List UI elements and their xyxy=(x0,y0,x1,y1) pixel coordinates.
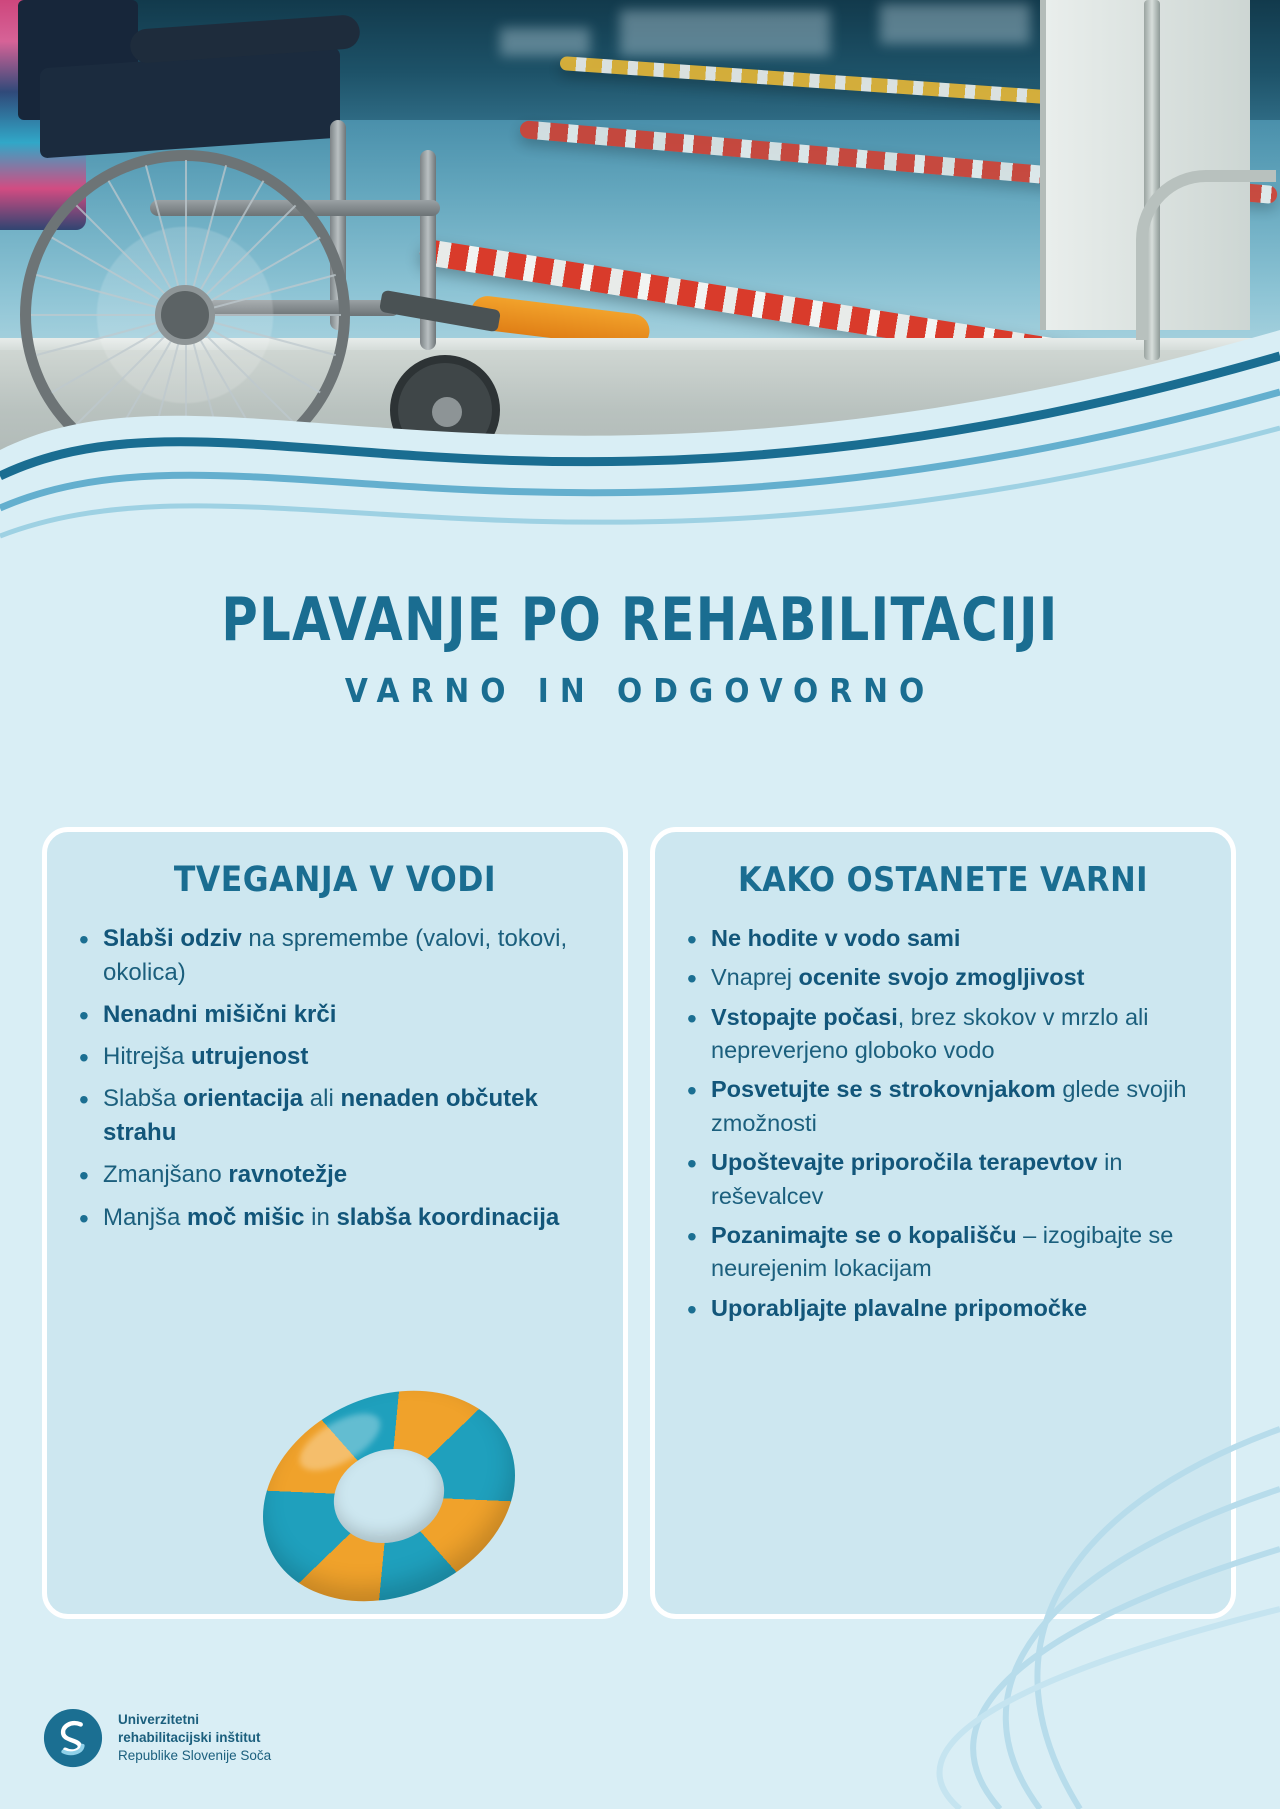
wheelchair-by-swimming-pool-photo xyxy=(0,0,1280,500)
card-safety-heading: KAKO OSTANETE VARNI xyxy=(737,860,1149,900)
wheelchair xyxy=(0,0,620,470)
page-title: PLAVANJE PO REHABILITACIJI xyxy=(221,585,1059,655)
risks-list xyxy=(73,922,597,1235)
list-item-emphasis: ocenite svojo zmogljivost xyxy=(798,964,1085,991)
list-item xyxy=(681,1292,1205,1325)
list-item-emphasis: ravnotežje xyxy=(228,1161,348,1189)
list-item-emphasis: utrujenost xyxy=(191,1043,309,1071)
list-item-text: , brez skokov v mrzlo ali nepreverjeno globoko vodo xyxy=(711,1003,1149,1064)
list-item-text: glede svojih zmožnosti xyxy=(711,1076,1187,1136)
window-highlight xyxy=(620,10,830,56)
institute-logo xyxy=(42,1707,271,1769)
list-item xyxy=(681,1146,1205,1213)
list-item-text: ali xyxy=(303,1085,341,1113)
list-item xyxy=(73,1201,597,1235)
list-item-text: – izogibajte se neurejenim lokacijam xyxy=(711,1221,1174,1282)
logo-line-1: Univerzitetni xyxy=(118,1711,200,1727)
card-safety xyxy=(650,827,1236,1619)
list-item xyxy=(681,1219,1205,1286)
page-subtitle: VARNO IN ODGOVORNO xyxy=(344,671,936,710)
list-item-text: Vnaprej xyxy=(711,964,799,991)
list-item-emphasis: Upoštevajte priporočila terapevtov xyxy=(711,1149,1098,1176)
list-item-emphasis: slabša koordinacija xyxy=(336,1203,560,1231)
window-highlight xyxy=(880,4,1030,44)
wheelchair-front-caster xyxy=(390,355,500,465)
list-item-emphasis: Pozanimajte se o kopališču xyxy=(711,1221,1017,1248)
list-item-emphasis: moč mišic xyxy=(187,1203,305,1231)
life-ring-illustration xyxy=(259,1396,519,1596)
card-risks-heading: TVEGANJA V VODI xyxy=(173,860,497,900)
wheelchair-footplate xyxy=(379,290,501,333)
list-item-emphasis: Vstopajte počasi xyxy=(711,1003,898,1030)
list-item-text: Manjša xyxy=(103,1203,188,1231)
list-item xyxy=(681,922,1205,955)
list-item xyxy=(73,1158,597,1192)
list-item xyxy=(681,1073,1205,1140)
list-item-text: na spremembe (valovi, tokovi, okolica) xyxy=(103,925,568,987)
list-item-emphasis: orientacija xyxy=(183,1085,304,1113)
list-item-emphasis: Ne hodite v vodo sami xyxy=(711,925,961,951)
safety-list xyxy=(681,922,1205,1325)
list-item xyxy=(73,1082,597,1150)
list-item xyxy=(73,998,597,1032)
list-item-emphasis: Nenadni mišični krči xyxy=(103,1001,337,1029)
list-item-text: in reševalcev xyxy=(711,1149,1123,1209)
list-item-emphasis: Posvetujte se s strokovnjakom xyxy=(711,1076,1056,1103)
list-item xyxy=(73,1040,597,1074)
logo-line-3: Republike Slovenije Soča xyxy=(118,1748,272,1764)
logo-line-2: rehabilitacijski inštitut xyxy=(118,1729,261,1745)
content-cards xyxy=(42,827,1238,1619)
institute-logo-text xyxy=(118,1711,271,1766)
soca-logo-mark xyxy=(42,1707,104,1769)
list-item-text: Zmanjšano xyxy=(103,1161,229,1189)
list-item-emphasis: Uporabljajte plavalne pripomočke xyxy=(711,1294,1088,1321)
list-item xyxy=(73,922,597,990)
list-item-emphasis: nenaden občutek strahu xyxy=(103,1085,538,1147)
card-risks xyxy=(42,827,628,1619)
list-item-emphasis: Slabši odziv xyxy=(103,925,242,952)
wheel-hub xyxy=(155,285,215,345)
pool-handrail xyxy=(1136,170,1276,340)
list-item-text: Slabša xyxy=(103,1085,184,1113)
list-item-text: in xyxy=(304,1203,337,1231)
poster-title-block xyxy=(0,585,1280,710)
list-item xyxy=(681,1001,1205,1068)
list-item-text: Hitrejša xyxy=(103,1043,192,1071)
list-item xyxy=(681,961,1205,994)
